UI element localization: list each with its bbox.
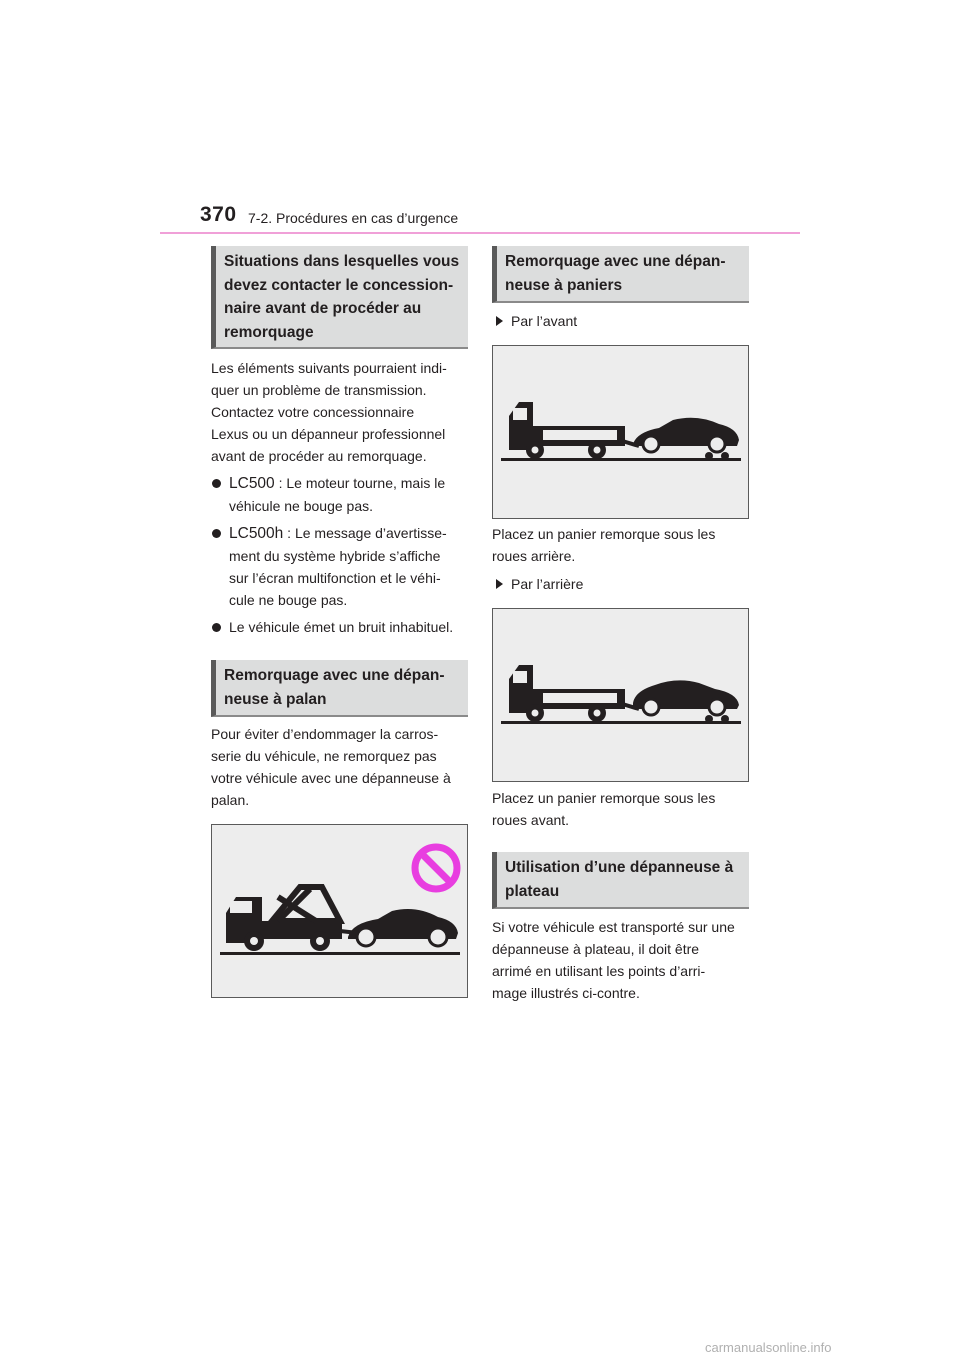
wheel-lift-paragraph	[211, 723, 473, 811]
tow-truck-window	[513, 408, 527, 420]
bullet-lc500	[212, 472, 489, 517]
paragraph-line: Pour éviter d’endommager la carros-	[211, 726, 439, 742]
figure-sling-tow	[211, 824, 468, 998]
paragraph-line: arrimé en utilisant les points d’arri-	[492, 963, 706, 979]
bullet-text: cule ne bouge pas.	[229, 592, 348, 608]
paragraph-line: quer un problème de transmission.	[211, 382, 427, 398]
paragraph-line: Contactez votre concessionnaire	[211, 404, 415, 420]
dolly-wheel	[705, 715, 713, 723]
car-wheel	[643, 436, 659, 452]
paragraph-line: votre véhicule avec une dépanneuse à	[211, 770, 451, 786]
section-heading-wheel-lift	[211, 660, 468, 717]
tow-rear-illustration	[493, 609, 748, 781]
paragraph-line: palan.	[211, 792, 250, 808]
sub-heading-front	[494, 310, 577, 332]
bullet-text: : Le moteur tourne, mais le	[274, 475, 446, 491]
car-wheel	[643, 699, 659, 715]
car-wheel	[709, 436, 725, 452]
car-wheel	[709, 699, 725, 715]
car-wheel	[357, 928, 375, 946]
sub-heading-label: Par l’avant	[511, 313, 578, 329]
tow-truck-bed-gap	[543, 693, 617, 703]
tow-truck-window	[230, 901, 252, 913]
bullet-dot-icon	[212, 529, 221, 538]
triangle-bullet-icon	[496, 316, 503, 326]
tow-truck-window	[513, 671, 527, 683]
paragraph-line: serie du véhicule, ne remorquez pas	[211, 748, 437, 764]
section-heading-dealer	[211, 246, 468, 349]
bullet-text: : Le message d’avertisse-	[283, 525, 447, 541]
front-caption	[492, 523, 754, 567]
caption-line: roues arrière.	[492, 548, 576, 564]
heading-line: remorquage	[224, 323, 314, 341]
sub-heading-rear	[494, 573, 583, 595]
prohibited-slash	[422, 854, 450, 882]
caption-line: Placez un panier remorque sous les	[492, 526, 716, 542]
figure-tow-front	[492, 345, 749, 519]
watermark: carmanualsonline.info	[705, 1340, 832, 1355]
header-rule	[160, 232, 800, 234]
bullet-noise	[212, 616, 491, 638]
heading-line: Remorquage avec une dépan-	[224, 667, 445, 684]
truck-hub	[594, 447, 601, 454]
bullet-text: sur l’écran multifonction et le véhi-	[229, 570, 441, 586]
intro-paragraph	[211, 357, 471, 467]
figure-tow-rear	[492, 608, 749, 782]
bullet-lc500h	[212, 522, 489, 611]
truck-hub	[250, 937, 258, 945]
sub-heading-label: Par l’arrière	[511, 576, 584, 592]
section-heading-flatbed	[492, 852, 749, 909]
sling-tow-illustration	[212, 825, 467, 997]
paragraph-line: mage illustrés ci-contre.	[492, 985, 640, 1001]
flatbed-paragraph	[492, 916, 754, 1004]
bullet-dot-icon	[212, 623, 221, 632]
tow-truck-bed-gap	[543, 430, 617, 440]
truck-hub	[532, 447, 539, 454]
chapter-title: 7-2. Procédures en cas d’urgence	[248, 210, 459, 226]
heading-line: naire avant de procéder au	[224, 300, 422, 317]
ground-line	[220, 952, 460, 955]
paragraph-line: dépanneuse à plateau, il doit être	[492, 941, 700, 957]
heading-line: Utilisation d’une dépanneuse à	[505, 859, 734, 876]
paragraph-line: Les éléments suivants pourraient indi-	[211, 360, 447, 376]
heading-line: plateau	[505, 882, 560, 900]
model-name: LC500h	[229, 525, 284, 542]
dolly-wheel	[721, 715, 729, 723]
bullet-text: véhicule ne bouge pas.	[229, 498, 373, 514]
rear-caption	[492, 787, 754, 831]
truck-hub	[316, 937, 324, 945]
dolly-wheel	[705, 452, 713, 460]
section-heading-dolly	[492, 246, 749, 303]
caption-line: roues avant.	[492, 812, 570, 828]
bullet-text: ment du système hybride s’affiche	[229, 548, 441, 564]
heading-line: Situations dans lesquelles vous	[224, 253, 460, 270]
paragraph-line: Si votre véhicule est transporté sur une	[492, 919, 735, 935]
page-number: 370	[200, 203, 237, 226]
bullet-dot-icon	[212, 479, 221, 488]
heading-line: Remorquage avec une dépan-	[505, 253, 726, 270]
caption-line: Placez un panier remorque sous les	[492, 790, 716, 806]
heading-line: devez contacter le concession-	[224, 276, 454, 294]
dolly-wheel	[721, 452, 729, 460]
triangle-bullet-icon	[496, 579, 503, 589]
tow-front-illustration	[493, 346, 748, 518]
heading-line: neuse à palan	[224, 690, 327, 708]
model-name: LC500	[229, 475, 275, 492]
car-wheel	[429, 928, 447, 946]
bullet-text: Le véhicule émet un bruit inhabituel.	[229, 619, 454, 635]
truck-hub	[594, 710, 601, 717]
heading-line: neuse à paniers	[505, 276, 623, 294]
truck-hub	[532, 710, 539, 717]
paragraph-line: Lexus ou un dépanneur professionnel	[211, 426, 446, 442]
paragraph-line: avant de procéder au remorquage.	[211, 448, 427, 464]
